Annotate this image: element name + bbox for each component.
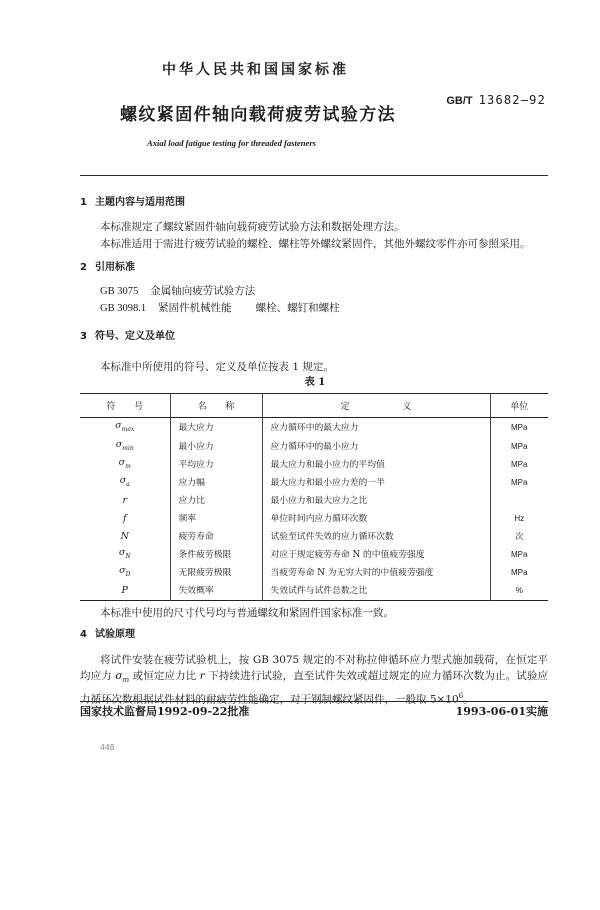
unit-cell: MPa — [490, 418, 548, 439]
section-4-paragraph — [80, 652, 548, 708]
table-row — [80, 418, 548, 439]
column-header-name: 名 称 — [170, 394, 262, 418]
paragraph-text: 或恒定应力比 — [129, 670, 200, 682]
symbol-cell — [80, 492, 170, 510]
section-1-paragraph: 本标准规定了螺纹紧固件轴向载荷疲劳试验方法和数据处理方法。 — [100, 221, 405, 233]
section-1-paragraph: 本标准适用于需进行疲劳试验的螺栓、螺柱等外螺纹紧固件，其他外螺纹零件亦可参照采用。 — [100, 238, 531, 250]
reference-title: 紧固件机械性能 — [158, 302, 232, 314]
page-number: 448 — [100, 743, 115, 752]
definition-cell: 单位时间内应力循环次数 — [262, 510, 490, 528]
symbol-cell — [80, 438, 170, 456]
symbol: σ — [119, 565, 126, 577]
definition-cell: 应力循环中的最小应力 — [262, 438, 490, 456]
symbol-cell — [80, 510, 170, 528]
reference-item — [100, 300, 340, 317]
definition-cell: 失效试件与试件总数之比 — [262, 582, 490, 601]
symbol: P — [121, 585, 128, 596]
section-title: 主题内容与适用范围 — [95, 197, 185, 208]
unit-cell: 次 — [490, 528, 548, 546]
unit-cell: Hz — [490, 510, 548, 528]
symbol-subscript: max — [121, 425, 135, 433]
name-cell: 最小应力 — [170, 438, 262, 456]
name-cell: 平均应力 — [170, 456, 262, 474]
symbol-subscript: m — [125, 462, 131, 470]
table-caption: 表 1 — [304, 377, 326, 388]
unit-cell: MPa — [490, 438, 548, 456]
unit-cell: % — [490, 582, 548, 601]
symbol: N — [120, 531, 129, 542]
definition-cell: 对应于规定疲劳寿命 N 的中值疲劳强度 — [262, 546, 490, 564]
definition-cell: 应力循环中的最大应力 — [262, 418, 490, 439]
reference-code: GB 3075 — [100, 286, 139, 297]
unit-cell — [490, 492, 548, 510]
section-1-heading — [80, 195, 185, 211]
symbol-subscript: D — [125, 570, 131, 578]
symbol: f — [122, 513, 127, 524]
standard-code-prefix: GB/T — [446, 95, 473, 107]
table-row — [80, 564, 548, 582]
section-number: 3 — [80, 331, 87, 342]
approval-date: 国家技术监督局1992-09-22批准 — [80, 705, 250, 718]
symbol-cell — [80, 582, 170, 601]
symbol-cell — [80, 474, 170, 492]
reference-code: GB 3098.1 — [100, 303, 147, 314]
table-row — [80, 456, 548, 474]
table-row — [80, 528, 548, 546]
symbol-cell — [80, 528, 170, 546]
table-row — [80, 582, 548, 601]
name-cell: 无限疲劳极限 — [170, 564, 262, 582]
symbol-subscript: a — [126, 480, 130, 488]
section-title: 引用标准 — [95, 262, 135, 273]
mean-stress-symbol: σ — [115, 670, 123, 682]
standard-code-number: 13682—92 — [478, 93, 546, 107]
definition-cell: 最大应力和最小应力的平均值 — [262, 456, 490, 474]
reference-item — [100, 283, 255, 300]
table-body — [80, 418, 548, 601]
section-title: 符号、定义及单位 — [95, 331, 175, 342]
paragraph-text: 。 — [463, 693, 474, 706]
section-3-note: 本标准中使用的尺寸代号均与普通螺纹和紧固件国家标准一致。 — [100, 607, 394, 619]
unit-cell: MPa — [490, 456, 548, 474]
name-cell: 条件疲劳极限 — [170, 546, 262, 564]
symbol-cell — [80, 546, 170, 564]
table-header-row — [80, 394, 548, 418]
stress-ratio-symbol: r — [199, 670, 205, 682]
document-title: 螺纹紧固件轴向载荷疲劳试验方法 — [120, 105, 396, 125]
section-title: 试验原理 — [95, 629, 135, 640]
column-header-symbol: 符 号 — [80, 394, 170, 418]
footer-divider — [80, 701, 548, 702]
symbol-subscript: m — [122, 676, 130, 685]
paragraph-text: 将试件安装在疲劳试验机上，按 GB 3075 规定的不对称拉伸循环应力型式施加载荷，在恒定平均应力 — [80, 654, 548, 682]
section-number: 4 — [80, 629, 87, 640]
symbol: σ — [118, 457, 126, 469]
name-cell: 疲劳寿命 — [170, 528, 262, 546]
definition-cell: 当疲劳寿命 N 为无穷大时的中值疲劳强度 — [262, 564, 490, 582]
unit-cell: MPa — [490, 564, 548, 582]
table-row — [80, 546, 548, 564]
exponent: 6 — [458, 692, 464, 701]
reference-subtitle: 螺栓、螺钉和螺柱 — [255, 302, 340, 314]
symbol: σ — [115, 439, 123, 451]
table-row — [80, 510, 548, 528]
section-3-heading — [80, 329, 175, 345]
definition-cell: 试验至试件失效的应力循环次数 — [262, 528, 490, 546]
table-row — [80, 474, 548, 492]
table-row — [80, 492, 548, 510]
definition-cell: 最小应力和最大应力之比 — [262, 492, 490, 510]
implementation-date: 1993-06-01实施 — [455, 705, 548, 718]
column-header-unit: 单位 — [490, 394, 548, 418]
symbol-cell — [80, 418, 170, 439]
national-standard-label: 中华人民共和国国家标准 — [162, 62, 349, 78]
symbol-subscript: N — [125, 552, 131, 560]
symbol: σ — [115, 420, 122, 432]
unit-cell: MPa — [490, 546, 548, 564]
unit-cell: MPa — [490, 474, 548, 492]
section-2-heading — [80, 260, 135, 276]
name-cell: 应力比 — [170, 492, 262, 510]
symbol-cell — [80, 564, 170, 582]
name-cell: 频率 — [170, 510, 262, 528]
symbol: σ — [118, 547, 126, 559]
section-number: 1 — [80, 197, 87, 208]
name-cell: 应力幅 — [170, 474, 262, 492]
section-3-intro: 本标准中所使用的符号、定义及单位按表 1 规定。 — [100, 361, 334, 373]
reference-title: 金属轴向疲劳试验方法 — [150, 285, 256, 297]
name-cell: 最大应力 — [170, 418, 262, 439]
column-header-definition: 定 义 — [262, 394, 490, 418]
definition-cell: 最大应力和最小应力差的一半 — [262, 474, 490, 492]
symbol-cell — [80, 456, 170, 474]
symbol: r — [122, 495, 128, 506]
section-number: 2 — [80, 262, 87, 273]
name-cell: 失效概率 — [170, 582, 262, 601]
document-title-english: Axial load fatigue testing for threaded fasteners — [147, 138, 317, 148]
table-row — [80, 438, 548, 456]
section-4-heading — [80, 627, 135, 643]
symbols-table — [80, 393, 548, 601]
standard-code — [446, 93, 546, 108]
symbol-subscript: min — [122, 444, 134, 452]
header-divider — [80, 175, 548, 176]
paragraph-text: 下持续进行试验，直至试件失效或超过规定的应力循环次数为止。试验应力循环次数根据试件材料的耐疲劳性能确定，对于钢制螺纹紧固件，一般取 5×10 — [80, 670, 548, 706]
symbol: σ — [119, 475, 127, 487]
